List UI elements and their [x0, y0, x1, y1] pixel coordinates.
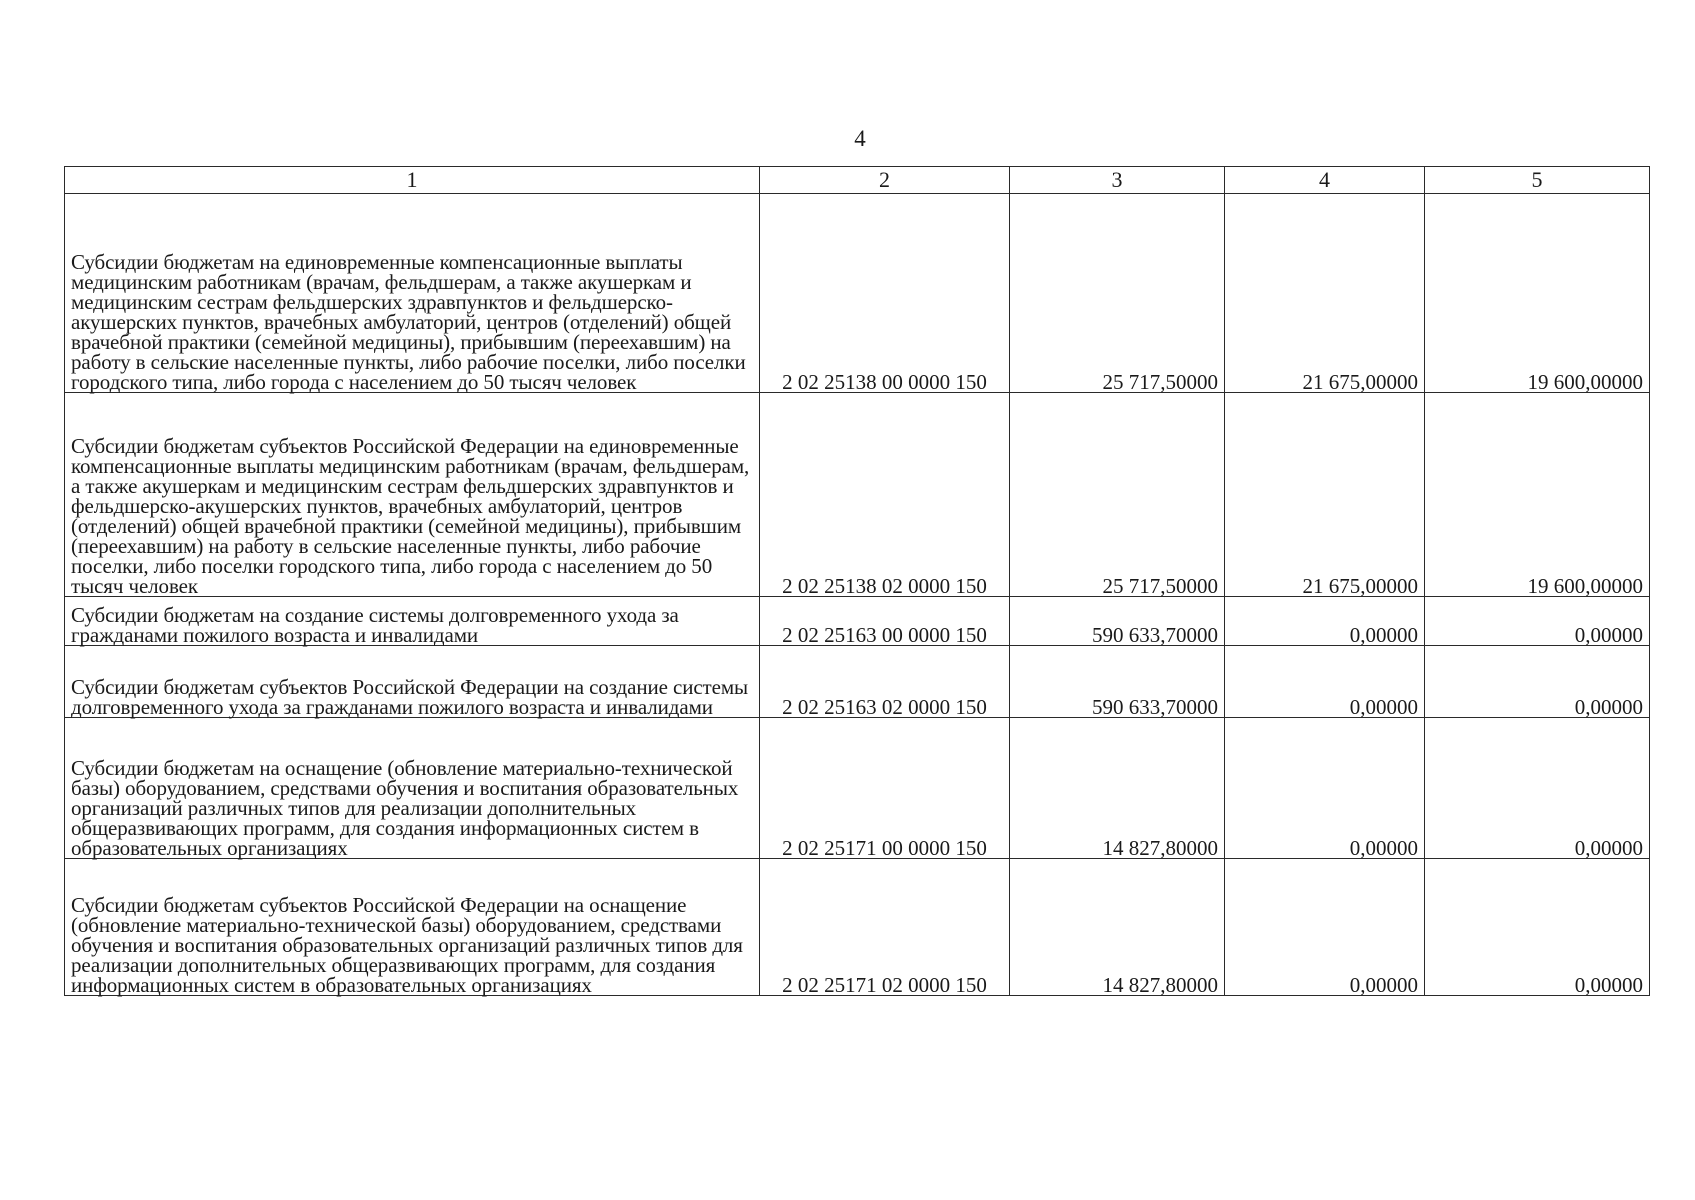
budget-table	[64, 166, 1650, 996]
column-header-2: 2	[760, 167, 1010, 194]
row-code: 2 02 25138 02 0000 150	[760, 393, 1010, 597]
row-value-col5: 0,00000	[1425, 859, 1650, 996]
row-value-col3: 14 827,80000	[1010, 859, 1225, 996]
row-code: 2 02 25138 00 0000 150	[760, 194, 1010, 393]
table-row	[65, 859, 1650, 996]
row-code: 2 02 25163 00 0000 150	[760, 597, 1010, 646]
column-header-1: 1	[65, 167, 760, 194]
row-name: Субсидии бюджетам на создание системы долговременного ухода за гражданами пожилого возраста и инвалидами	[65, 597, 760, 646]
column-header-3: 3	[1010, 167, 1225, 194]
row-value-col4: 21 675,00000	[1225, 393, 1425, 597]
row-name: Субсидии бюджетам на оснащение (обновление материально-технической базы) оборудованием, средствами обучения и воспитания образовательных организаций различных типов для реализации дополнительных общеразвивающих программ, для создания информационных систем в образовательных организациях	[65, 718, 760, 859]
row-value-col5: 19 600,00000	[1425, 194, 1650, 393]
row-value-col3: 14 827,80000	[1010, 718, 1225, 859]
row-name: Субсидии бюджетам субъектов Российской Федерации на создание системы долговременного ухода за гражданами пожилого возраста и инвалидами	[65, 646, 760, 718]
table-row	[65, 597, 1650, 646]
row-value-col5: 0,00000	[1425, 646, 1650, 718]
row-value-col4: 0,00000	[1225, 859, 1425, 996]
column-header-5: 5	[1425, 167, 1650, 194]
row-code: 2 02 25171 02 0000 150	[760, 859, 1010, 996]
row-name: Субсидии бюджетам на единовременные компенсационные выплаты медицинским работникам (врачам, фельдшерам, а также акушеркам и медицинским сестрам фельдшерских здравпунктов и фельдшерско-акушерских пунктов, врачебных амбулаторий, центров (отделений) общей врачебной практики (семейной медицины), прибывшим (переехавшим) на работу в сельские населенные пункты, либо рабочие поселки, либо поселки городского типа, либо города с населением до 50 тысяч человек	[65, 194, 760, 393]
row-code: 2 02 25171 00 0000 150	[760, 718, 1010, 859]
table-row	[65, 393, 1650, 597]
row-value-col3: 25 717,50000	[1010, 194, 1225, 393]
row-value-col5: 19 600,00000	[1425, 393, 1650, 597]
row-code: 2 02 25163 02 0000 150	[760, 646, 1010, 718]
row-value-col5: 0,00000	[1425, 718, 1650, 859]
table-row	[65, 646, 1650, 718]
page-number: 4	[854, 126, 866, 151]
column-header-4: 4	[1225, 167, 1425, 194]
table-header-row	[65, 167, 1650, 194]
row-value-col3: 25 717,50000	[1010, 393, 1225, 597]
row-name: Субсидии бюджетам субъектов Российской Федерации на единовременные компенсационные выплаты медицинским работникам (врачам, фельдшерам, а также акушеркам и медицинским сестрам фельдшерских здравпунктов и фельдшерско-акушерских пунктов, врачебных амбулаторий, центров (отделений) общей врачебной практики (семейной медицины), прибывшим (переехавшим) на работу в сельские населенные пункты, либо рабочие поселки, либо поселки городского типа, либо города с населением до 50 тысяч человек	[65, 393, 760, 597]
row-value-col4: 0,00000	[1225, 597, 1425, 646]
row-name: Субсидии бюджетам субъектов Российской Федерации на оснащение (обновление материально-технической базы) оборудованием, средствами обучения и воспитания образовательных организаций различных типов для реализации дополнительных общеразвивающих программ, для создания информационных систем в образовательных организациях	[65, 859, 760, 996]
table-row	[65, 194, 1650, 393]
row-value-col4: 21 675,00000	[1225, 194, 1425, 393]
row-value-col3: 590 633,70000	[1010, 646, 1225, 718]
table-row	[65, 718, 1650, 859]
row-value-col4: 0,00000	[1225, 718, 1425, 859]
row-value-col4: 0,00000	[1225, 646, 1425, 718]
row-value-col3: 590 633,70000	[1010, 597, 1225, 646]
row-value-col5: 0,00000	[1425, 597, 1650, 646]
